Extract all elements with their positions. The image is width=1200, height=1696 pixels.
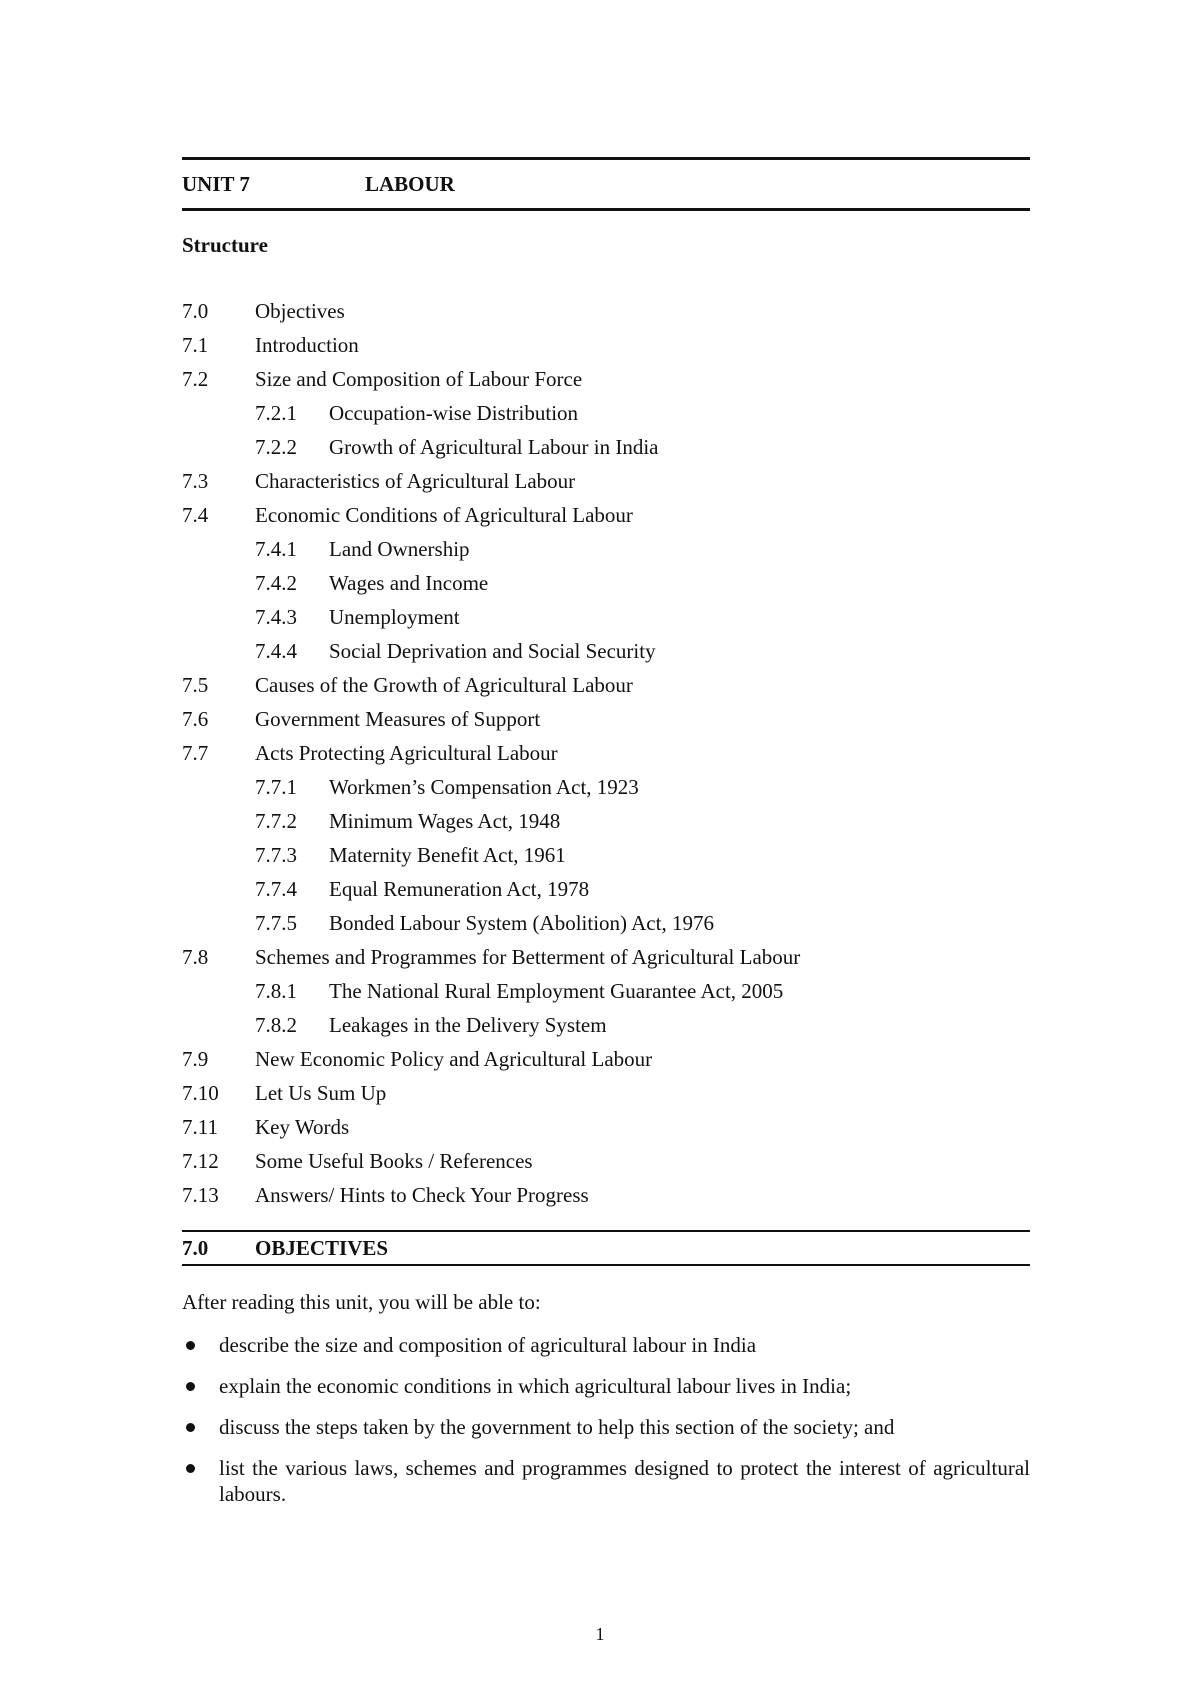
toc-item-number: 7.4.4 [255, 639, 297, 663]
bullet-icon [186, 1423, 195, 1432]
toc-item-label: Minimum Wages Act, 1948 [329, 809, 561, 833]
toc-item-number: 7.7.5 [255, 911, 297, 935]
toc-item-number: 7.7.2 [255, 809, 297, 833]
header-bottom-rule [182, 208, 1030, 211]
toc-item-number: 7.2.2 [255, 435, 297, 459]
unit-header [182, 160, 1030, 208]
toc-item-number: 7.4.3 [255, 605, 297, 629]
toc-item-label: Government Measures of Support [255, 707, 541, 731]
toc-item [182, 501, 1030, 535]
toc-subitem [182, 399, 1030, 433]
toc-item [182, 1079, 1030, 1113]
objectives-list [182, 1332, 1030, 1507]
objectives-bottom-rule [182, 1264, 1030, 1266]
objectives-heading [182, 1232, 1030, 1264]
toc-item-label: Characteristics of Agricultural Labour [255, 469, 576, 493]
toc-item-number: 7.13 [182, 1183, 219, 1207]
toc-item-number: 7.4 [182, 503, 209, 527]
toc-item-number: 7.0 [182, 299, 209, 323]
toc-item [182, 739, 1030, 773]
objective-text: describe the size and composition of agricultural labour in India [219, 1333, 757, 1357]
objectives-title: OBJECTIVES [255, 1235, 389, 1260]
toc-item-number: 7.1 [182, 333, 209, 357]
toc-item-label: Equal Remuneration Act, 1978 [329, 877, 590, 901]
bullet-icon [186, 1464, 195, 1473]
toc-subitem [182, 569, 1030, 603]
toc-subitem [182, 433, 1030, 467]
toc-item [182, 1147, 1030, 1181]
toc-item [182, 943, 1030, 977]
toc-item [182, 705, 1030, 739]
objective-text: list the various laws, schemes and programmes designed to protect the interest of agricultural labours. [219, 1456, 1030, 1506]
toc-item-label: The National Rural Employment Guarantee Act, 2005 [329, 979, 784, 1003]
toc-item-label: Introduction [255, 333, 359, 357]
structure-heading: Structure [182, 233, 268, 257]
objective-item [182, 1332, 1030, 1358]
toc-item-label: Social Deprivation and Social Security [329, 639, 656, 663]
toc-item-label: New Economic Policy and Agricultural Labour [255, 1047, 653, 1071]
toc-item-label: Leakages in the Delivery System [329, 1013, 607, 1037]
toc-item-number: 7.10 [182, 1081, 219, 1105]
unit-label: UNIT 7 [182, 171, 250, 196]
toc-subitem [182, 909, 1030, 943]
toc-item-label: Maternity Benefit Act, 1961 [329, 843, 566, 867]
toc-subitem [182, 637, 1030, 671]
toc-item-number: 7.8 [182, 945, 209, 969]
toc-item-label: Objectives [255, 299, 345, 323]
toc-item-number: 7.2.1 [255, 401, 297, 425]
toc-item-label: Land Ownership [329, 537, 470, 561]
toc-item [182, 331, 1030, 365]
toc-subitem [182, 773, 1030, 807]
toc-item-number: 7.8.1 [255, 979, 297, 1003]
objective-item [182, 1455, 1030, 1507]
toc-item-number: 7.6 [182, 707, 209, 731]
toc-item-label: Bonded Labour System (Abolition) Act, 1976 [329, 911, 714, 935]
toc-item-label: Growth of Agricultural Labour in India [329, 435, 659, 459]
toc-item [182, 297, 1030, 331]
toc-item-label: Size and Composition of Labour Force [255, 367, 583, 391]
toc-item-number: 7.4.2 [255, 571, 297, 595]
toc-item-label: Occupation-wise Distribution [329, 401, 579, 425]
toc-subitem [182, 977, 1030, 1011]
toc-item-number: 7.2 [182, 367, 209, 391]
objective-text: discuss the steps taken by the government to help this section of the society; and [219, 1415, 895, 1439]
toc-item-label: Economic Conditions of Agricultural Labour [255, 503, 633, 527]
toc-item-number: 7.8.2 [255, 1013, 297, 1037]
toc-subitem [182, 603, 1030, 637]
toc-item-label: Causes of the Growth of Agricultural Labour [255, 673, 633, 697]
toc-subitem [182, 535, 1030, 569]
structure-list [182, 297, 1030, 1215]
toc-item-number: 7.5 [182, 673, 209, 697]
bullet-icon [186, 1382, 195, 1391]
toc-item [182, 365, 1030, 399]
bullet-icon [186, 1341, 195, 1350]
page-number: 1 [595, 1624, 605, 1644]
toc-item-number: 7.4.1 [255, 537, 297, 561]
toc-subitem [182, 875, 1030, 909]
toc-item-number: 7.7.1 [255, 775, 297, 799]
toc-item-number: 7.11 [182, 1115, 218, 1139]
toc-item-number: 7.7.4 [255, 877, 297, 901]
toc-item [182, 1113, 1030, 1147]
toc-item-label: Answers/ Hints to Check Your Progress [255, 1183, 589, 1207]
toc-item-label: Let Us Sum Up [255, 1081, 387, 1105]
toc-item [182, 467, 1030, 501]
objectives-intro: After reading this unit, you will be able to: [182, 1290, 541, 1314]
toc-item-label: Some Useful Books / References [255, 1149, 533, 1173]
toc-subitem [182, 1011, 1030, 1045]
toc-subitem [182, 807, 1030, 841]
toc-item [182, 1181, 1030, 1215]
toc-item-number: 7.3 [182, 469, 209, 493]
objective-item [182, 1414, 1030, 1440]
toc-item-label: Key Words [255, 1115, 350, 1139]
objective-item [182, 1373, 1030, 1399]
toc-subitem [182, 841, 1030, 875]
page-content [182, 157, 1030, 1522]
toc-item-label: Workmen’s Compensation Act, 1923 [329, 775, 639, 799]
toc-item [182, 671, 1030, 705]
objectives-number: 7.0 [182, 1235, 209, 1260]
toc-item-number: 7.7 [182, 741, 209, 765]
toc-item-label: Acts Protecting Agricultural Labour [255, 741, 558, 765]
toc-item [182, 1045, 1030, 1079]
objectives-section-header [182, 1230, 1030, 1266]
toc-item-label: Wages and Income [329, 571, 489, 595]
toc-item-number: 7.7.3 [255, 843, 297, 867]
toc-item-label: Unemployment [329, 605, 460, 629]
objective-text: explain the economic conditions in which agricultural labour lives in India; [219, 1374, 852, 1398]
toc-item-label: Schemes and Programmes for Betterment of Agricultural Labour [255, 945, 801, 969]
toc-item-number: 7.9 [182, 1047, 209, 1071]
unit-title: LABOUR [365, 171, 455, 196]
toc-item-number: 7.12 [182, 1149, 219, 1173]
